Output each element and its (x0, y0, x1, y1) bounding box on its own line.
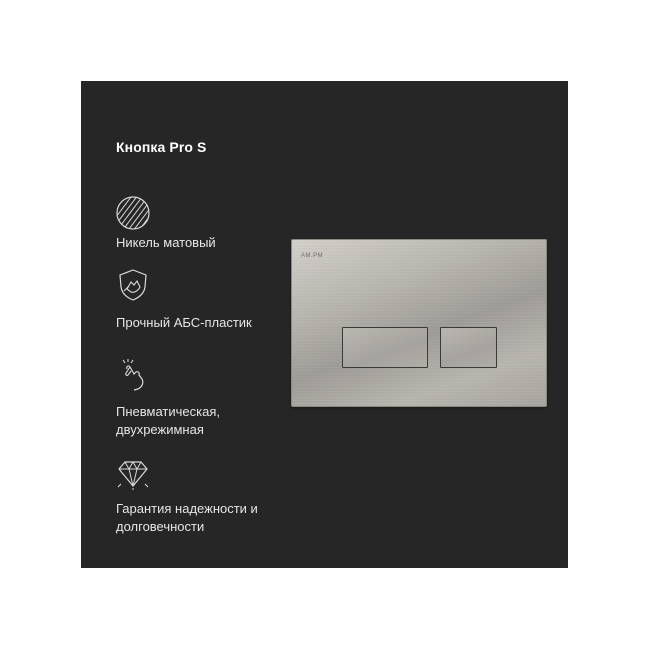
flush-plate-image (291, 239, 547, 407)
feature-label-warranty-line1: Гарантия надежности и (116, 501, 258, 516)
nickel-texture-icon (115, 195, 151, 231)
finger-press-icon (115, 357, 151, 393)
product-title: Кнопка Pro S (116, 139, 207, 155)
feature-label-pneumatic-line1: Пневматическая, (116, 404, 220, 419)
flush-button-large (342, 327, 428, 368)
shield-hand-icon (115, 267, 151, 303)
plate-logo: AM.PM (301, 253, 324, 259)
feature-label-warranty (116, 500, 258, 536)
diamond-icon (115, 454, 151, 490)
feature-label-warranty-line2: долговечности (116, 519, 205, 534)
feature-label-pneumatic-line2: двухрежимная (116, 422, 204, 437)
feature-label-pneumatic (116, 403, 220, 439)
feature-label-nickel: Никель матовый (116, 235, 216, 250)
feature-label-plastic: Прочный АБС-пластик (116, 315, 252, 330)
product-panel (81, 81, 568, 568)
flush-button-small (440, 327, 497, 368)
